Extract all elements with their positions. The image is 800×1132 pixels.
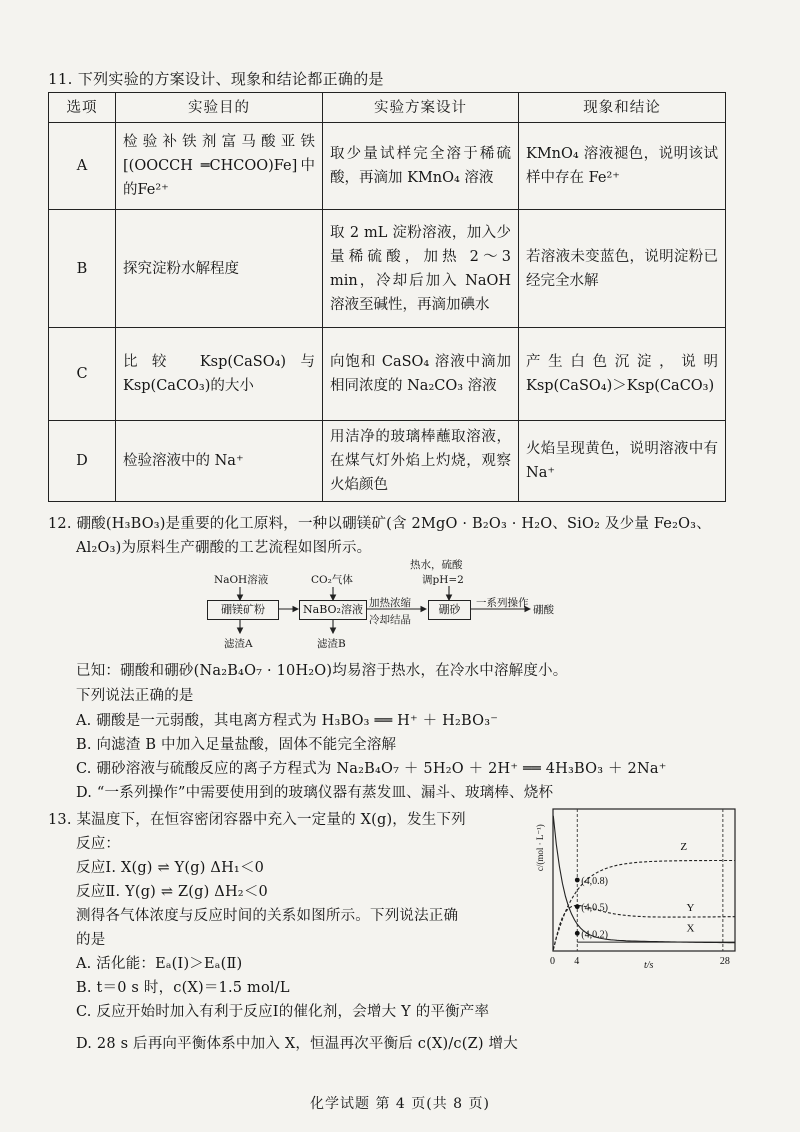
row-purpose: 检验补铁剂富马酸亚铁[(OOCCH ═CHCOO)Fe]中的Fe²⁺ [116,123,323,210]
q12-ask: 下列说法正确的是 [76,688,194,704]
series-label-z: Z [680,841,688,854]
q12-known: 已知：硼酸和硼砂(Na₂B₄O₇ · 10H₂O)均易溶于热水，在冷水中溶解度小。 [76,663,568,679]
x-axis-label: t/s [644,960,654,968]
flow-reagent-hot-water: 热水，硫酸 [410,559,463,571]
x-tick-label: 28 [719,956,730,967]
q13-option-b: B. t＝0 s 时，c(X)＝1.5 mol/L [76,980,290,996]
flow-reagent-ph: 调pH=2 [422,574,464,586]
header-option: 选项 [49,93,116,123]
chart-point-label: (4,0.8) [581,876,608,887]
q12-intro-2: Al₂O₃)为原料生产硼酸的工艺流程如图所示。 [76,540,372,556]
q12-option-b: B. 向滤渣 B 中加入足量盐酸，固体不能完全溶解 [76,737,397,753]
row-option: B [49,210,116,328]
flow-reagent-naoh: NaOH溶液 [214,574,269,586]
chart-point-label: (4,0.5) [581,902,608,914]
flow-reagent-co2: CO₂气体 [311,574,353,586]
row-result: 火焰呈现黄色，说明溶液中有 Na⁺ [519,421,726,502]
row-option: D [49,421,116,502]
header-result: 现象和结论 [519,93,726,123]
flow-box-borax: 硼砂 [428,600,471,620]
q13-option-d: D. 28 s 后再向平衡体系中加入 X，恒温再次平衡后 c(X)/c(Z) 增大 [76,1036,518,1052]
q12-option-a: A. 硼酸是一元弱酸，其电离方程式为 H₃BO₃ ══ H⁺ ＋ H₂BO₃⁻ [76,713,499,729]
flow-product: 硼酸 [533,604,554,616]
q13-reaction-2: 反应Ⅱ. Y(g) ⇌ Z(g) ΔH₂＜0 [76,884,268,900]
row-option: A [49,123,116,210]
row-design: 取少量试样完全溶于稀硫酸，再滴加 KMnO₄ 溶液 [323,123,519,210]
row-design: 用洁净的玻璃棒蘸取溶液，在煤气灯外焰上灼烧，观察火焰颜色 [323,421,519,502]
series-label-y: Y [686,901,695,914]
flow-box-nabo2: NaBO₂溶液 [299,600,367,620]
q13-line-1: 13. 某温度下，在恒容密闭容器中充入一定量的 X(g)，发生下列 [48,812,466,828]
row-option: C [49,328,116,421]
q12-option-d: D. “一系列操作”中需要使用到的玻璃仪器有蒸发皿、漏斗、玻璃棒、烧杯 [76,785,554,801]
q13-reaction-1: 反应Ⅰ. X(g) ⇌ Y(g) ΔH₁＜0 [76,860,265,876]
chart-point [575,878,580,883]
header-design: 实验方案设计 [323,93,519,123]
q13-option-a: A. 活化能：Eₐ(Ⅰ)＞Eₐ(Ⅱ) [76,956,243,972]
row-purpose: 检验溶液中的 Na⁺ [116,421,323,502]
row-purpose: 探究淀粉水解程度 [116,210,323,328]
header-purpose: 实验目的 [116,93,323,123]
flow-waste-a: 滤渣A [224,638,253,650]
q13-line-4: 的是 [76,932,106,948]
chart-svg [535,803,740,968]
x-tick-label: 4 [574,956,580,967]
chart-point-label: (4,0.2) [581,929,608,941]
y-axis-label: c/(mol · L⁻¹) [535,824,545,872]
flow-step-crystallize: 冷却结晶 [369,614,411,626]
flow-step-series: 一系列操作 [476,597,529,609]
row-result: 若溶液未变蓝色，说明淀粉已经完全水解 [519,210,726,328]
row-result: 产生白色沉淀，说明 Ksp(CaSO₄)＞Ksp(CaCO₃) [519,328,726,421]
page-footer: 化学试题 第 4 页(共 8 页) [310,1096,490,1112]
q13-option-c: C. 反应开始时加入有利于反应Ⅰ的催化剂，会增大 Y 的平衡产率 [76,1004,490,1020]
flow-box-ore: 硼镁矿粉 [207,600,279,620]
flow-waste-b: 滤渣B [317,638,346,650]
flow-step-concentrate: 加热浓缩 [369,597,411,609]
row-design: 取 2 mL 淀粉溶液，加入少量稀硫酸，加热 2～3 min，冷却后加入 NaOH 溶液至碱性，再滴加碘水 [323,210,519,328]
q12-option-c: C. 硼砂溶液与硫酸反应的离子方程式为 Na₂B₄O₇ ＋ 5H₂O ＋ 2H⁺ ══ 4H₃BO₃ ＋ 2Na⁺ [76,761,667,777]
q13-chart [535,803,740,968]
q13-line-2: 反应： [76,836,121,852]
row-result: KMnO₄ 溶液褪色，说明该试样中存在 Fe²⁺ [519,123,726,210]
series-label-x: X [686,922,695,935]
q12-intro-1: 12. 硼酸(H₃BO₃)是重要的化工原料，一种以硼镁矿(含 2MgO · B₂O₃ · H₂O、SiO₂ 及少量 Fe₂O₃、 [48,516,711,532]
x-tick-label: 0 [550,956,555,967]
row-design: 向饱和 CaSO₄ 溶液中滴加相同浓度的 Na₂CO₃ 溶液 [323,328,519,421]
chart-point [575,931,580,936]
q11-title: 11. 下列实验的方案设计、现象和结论都正确的是 [48,70,384,88]
q13-line-3: 测得各气体浓度与反应时间的关系如图所示。下列说法正确 [76,908,459,924]
chart-point [575,904,580,909]
row-purpose: 比较 Ksp(CaSO₄)与 Ksp(CaCO₃)的大小 [116,328,323,421]
